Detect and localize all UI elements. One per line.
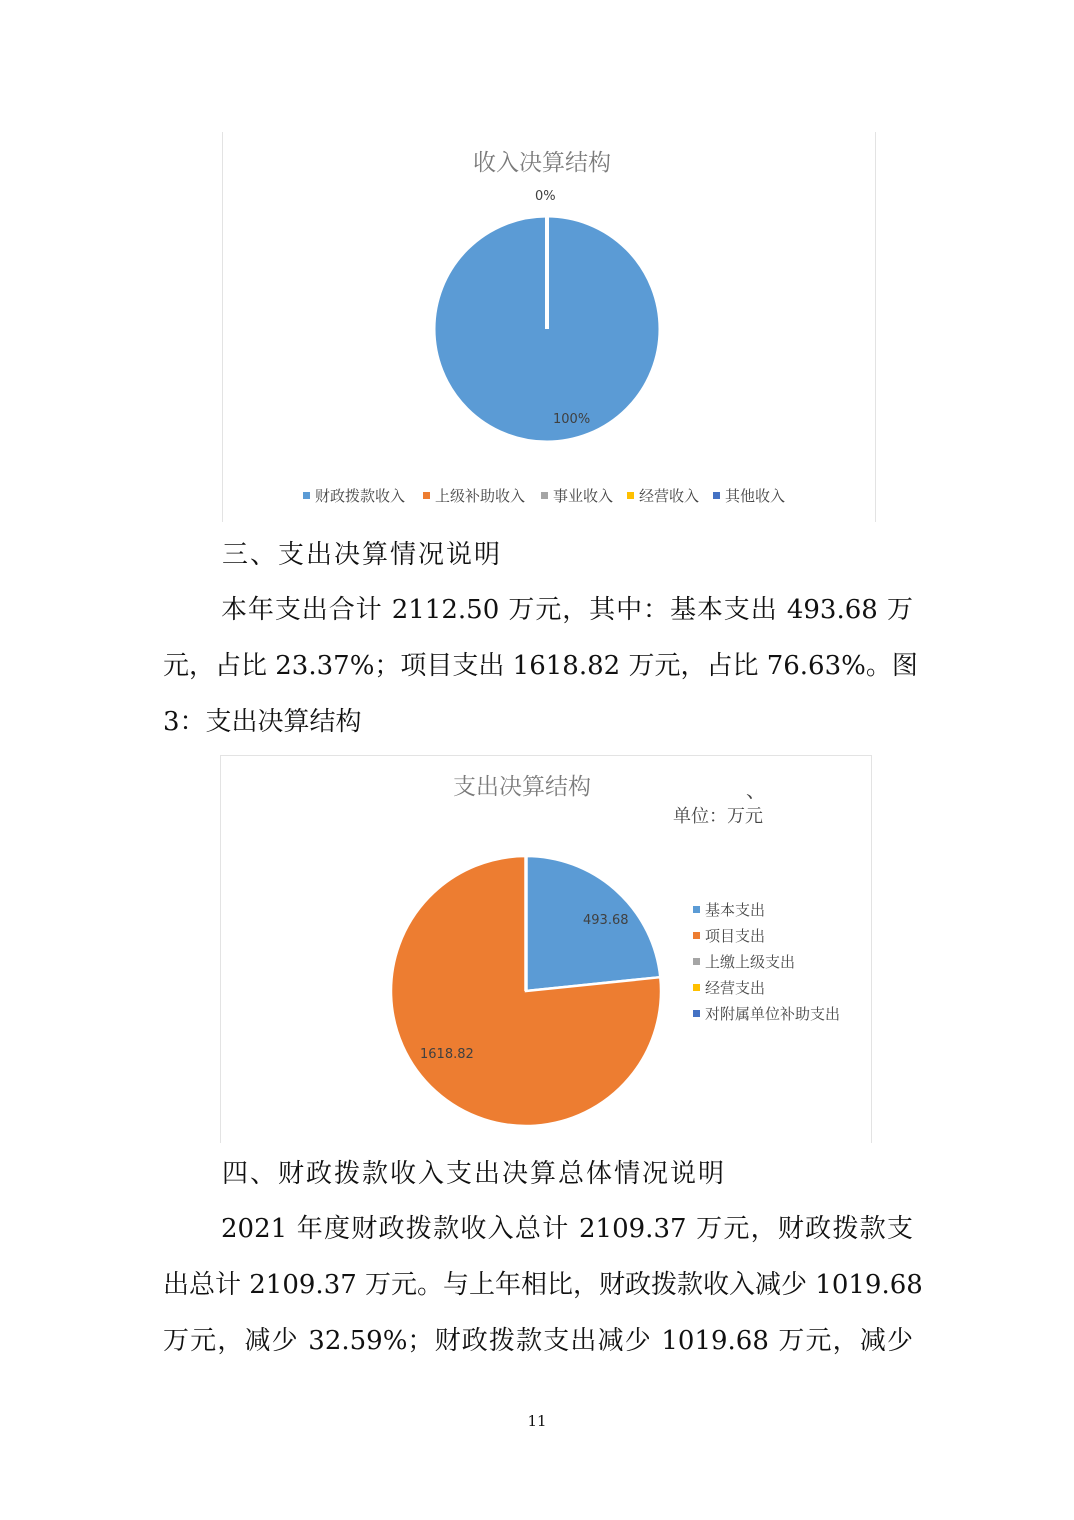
expenditure-structure-chart [220, 755, 872, 1143]
expenditure-pie-svg [221, 756, 871, 1143]
legend-item-0 [693, 899, 765, 920]
stray-mark: 、 [746, 778, 766, 802]
income-structure-chart [222, 132, 876, 522]
unit-label: 单位：万元 [673, 806, 763, 827]
paragraph-line: 出总计 2109.37 万元。与上年相比，财政拨款收入减少 1019.68 [163, 1270, 923, 1300]
legend-item-4 [713, 485, 785, 506]
legend-item-2 [693, 951, 795, 972]
legend-label: 上缴上级支出 [705, 953, 796, 971]
page-number: 11 [527, 1412, 547, 1430]
chart-title: 支出决算结构 [453, 774, 591, 800]
legend-item-1 [423, 485, 525, 506]
legend-item-3 [693, 977, 765, 998]
section4-heading: 四、财政拨款收入支出决算总体情况说明 [222, 1159, 727, 1189]
legend-swatch [693, 1010, 700, 1017]
legend-label: 项目支出 [705, 927, 766, 945]
legend-label: 基本支出 [705, 901, 766, 919]
legend-label: 财政拨款收入 [315, 487, 406, 505]
section3-paragraph [163, 582, 918, 750]
data-label-slice-1: 1618.82 [420, 1047, 474, 1062]
legend-item-1 [693, 925, 765, 946]
paragraph-line: 本年支出合计 2112.50 万元，其中：基本支出 493.68 万 [221, 595, 913, 625]
legend-swatch [693, 984, 700, 991]
legend-label: 经营收入 [639, 487, 700, 505]
legend-label: 上级补助收入 [435, 487, 526, 505]
legend-label: 经营支出 [705, 979, 766, 997]
legend-swatch [627, 492, 634, 499]
legend-label: 事业收入 [553, 487, 614, 505]
data-label-slice-1: 0% [535, 189, 556, 204]
legend-swatch [541, 492, 548, 499]
section4-paragraph [163, 1201, 923, 1369]
paragraph-line: 3：支出决算结构 [163, 707, 362, 737]
legend-label: 其他收入 [725, 487, 786, 505]
paragraph-line: 2021 年度财政拨款收入总计 2109.37 万元，财政拨款支 [221, 1214, 913, 1244]
section3-heading: 三、支出决算情况说明 [222, 540, 503, 570]
legend-swatch [423, 492, 430, 499]
legend-swatch [693, 932, 700, 939]
legend-label: 对附属单位补助支出 [705, 1005, 841, 1023]
legend-item-3 [627, 485, 699, 506]
legend-item-4 [693, 1003, 840, 1024]
legend-item-2 [541, 485, 613, 506]
legend-item-0 [303, 485, 405, 506]
chart-title: 收入决算结构 [473, 150, 611, 176]
legend-swatch [713, 492, 720, 499]
paragraph-line: 万元，减少 32.59%；财政拨款支出减少 1019.68 万元，减少 [163, 1326, 913, 1356]
legend-swatch [303, 492, 310, 499]
legend-swatch [693, 906, 700, 913]
data-label-slice-0: 493.68 [583, 913, 629, 928]
data-label-slice-0: 100% [553, 412, 591, 427]
legend-swatch [693, 958, 700, 965]
paragraph-line: 元，占比 23.37%；项目支出 1618.82 万元，占比 76.63%。图 [163, 651, 918, 681]
